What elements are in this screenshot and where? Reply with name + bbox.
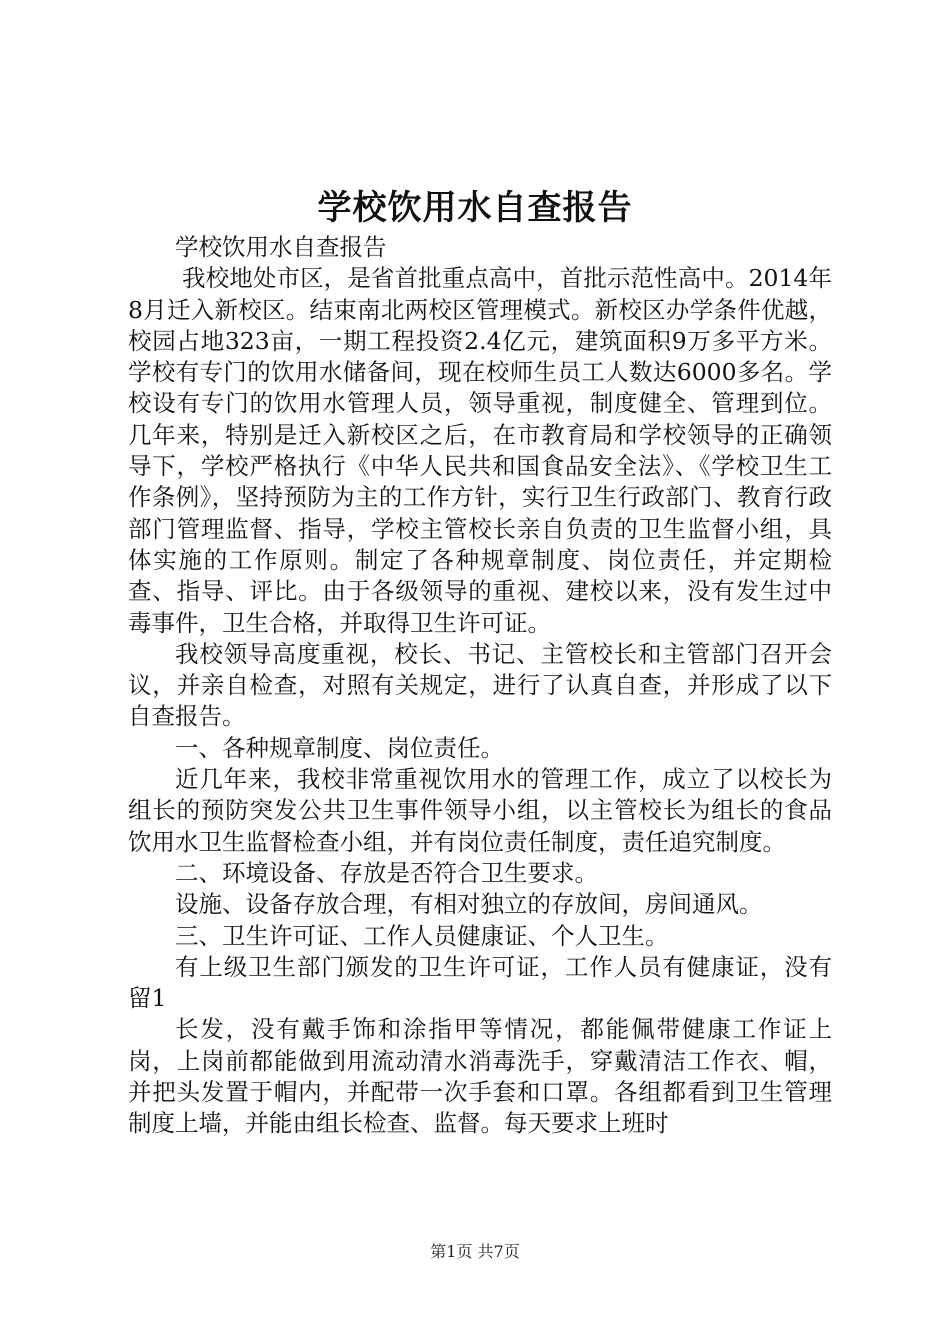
body-paragraph-environment: 设施、设备存放合理，有相对独立的存放间，房间通风。 [175,890,763,919]
body-paragraph-subtitle: 学校饮用水自查报告 [175,233,387,261]
body-paragraph-hygiene: 长发，没有戴手饰和涂指甲等情况，都能佩带健康工作证上岗，上岗前都能做到用流动清水消毒洗手，穿戴清洁工作衣、帽，并把头发置于帽内，并配带一次手套和口罩。各组都看到卫生管理制度上墙，并能由组长检查、监督。每天要求上班时 [128,1015,832,1138]
document-title: 学校饮用水自查报告 [317,188,633,228]
document-body [128,232,832,1140]
body-paragraph-license: 有上级卫生部门颁发的卫生许可证，工作人员有健康证，没有留1 [128,952,832,1013]
page-number-footer: 第1页 共7页 [430,1242,520,1261]
section-heading-environment: 二、环境设备、存放是否符合卫生要求。 [175,858,598,887]
section-heading-rules: 一、各种规章制度、岗位责任。 [175,733,504,762]
body-paragraph-rules: 近几年来，我校非常重视饮用水的管理工作，成立了以校长为组长的预防突发公共卫生事件领导小组，以主管校长为组长的食品饮用水卫生监督检查小组，并有岗位责任制度，责任追究制度。 [128,765,832,856]
section-heading-license: 三、卫生许可证、工作人员健康证、个人卫生。 [175,921,669,950]
body-paragraph-intro: 我校地处市区，是省首批重点高中，首批示范性高中。2014年8月迁入新校区。结束南北两校区管理模式。新校区办学条件优越，校园占地323亩，一期工程投资2.4亿元，建筑面积9万多平方米。学校有专门的饮用水储备间，现在校师生员工人数达6000多名。学校设有专门的饮用水管理人员，领导重视，制度健全、管理到位。几年来，特别是迁入新校区之后，在市教育局和学校领导的正确领导下，学校严格执行《中华人民共和国食品安全法》、《学校卫生工作条例》，坚持预防为主的工作方针，实行卫生行政部门、教育行政部门管理监督、指导，学校主管校长亲自负责的卫生监督小组，具体实施的工作原则。制定了各种规章制度、岗位责任，并定期检查、指导、评比。由于各级领导的重视、建校以来，没有发生过中毒事件，卫生合格，并取得卫生许可证。 [128,264,832,637]
body-paragraph-leadership: 我校领导高度重视，校长、书记、主管校长和主管部门召开会议，并亲自检查，对照有关规定，进行了认真自查，并形成了以下自查报告。 [128,639,832,731]
